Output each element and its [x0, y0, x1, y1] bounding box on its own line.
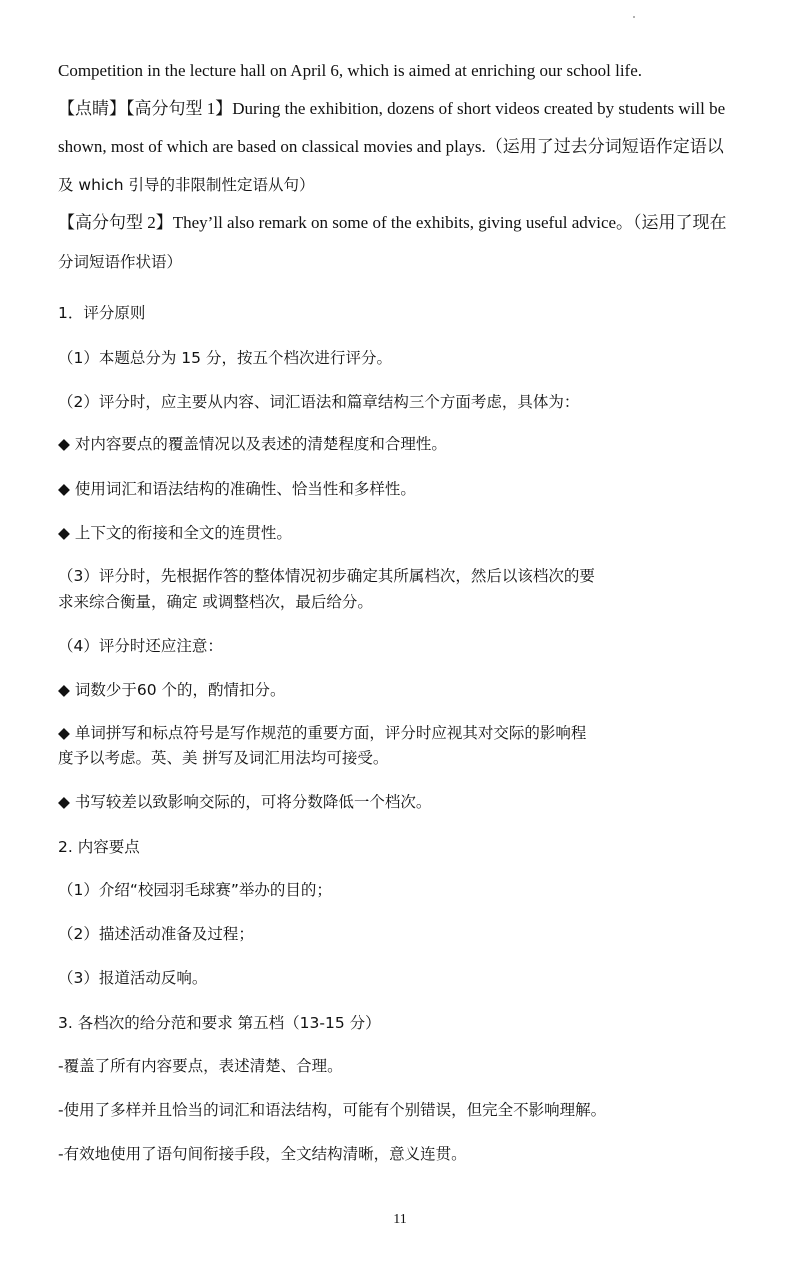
text-line-25: -覆盖了所有内容要点，表述清楚、合理。 [58, 1057, 343, 1075]
section-heading-2: 2. 内容要点 [58, 838, 140, 856]
text-line-27: -有效地使用了语句间衔接手段，全文结构清晰，意义连贯。 [58, 1145, 467, 1163]
text-line-26: -使用了多样并且恰当的词汇和语法结构，可能有个别错误，但完全不影响理解。 [58, 1101, 607, 1119]
text-line-2: 【点睛】【高分句型 1】During the exhibition, dozens of short videos created by students will be [58, 99, 726, 118]
page-number: 11 [393, 1212, 407, 1227]
bullet-item-3: ◆ 上下文的衔接和全文的连贯性。 [58, 524, 292, 542]
text-line-9: （2）评分时，应主要从内容、词汇语法和篇章结构三个方面考虑，具体为： [58, 393, 580, 411]
text-line-5: 【高分句型 2】They’ll also remark on some of the exhibits, giving useful advice。（运用了现在 [58, 213, 727, 232]
text-line-8: （1）本题总分为 15 分，按五个档次进行评分。 [58, 349, 392, 367]
bullet-item-4: ◆ 词数少于60 个的，酌情扣分。 [58, 681, 286, 699]
text-line-4: 及 which 引导的非限制性定语从句） [58, 176, 315, 194]
text-line-3: shown, most of which are based on classical movies and plays.（运用了过去分词短语作定语以 [58, 137, 724, 156]
text-line-18: 度予以考虑。英、美 拼写及词汇用法均可接受。 [58, 749, 389, 767]
text-line-21: （1）介绍“校园羽毛球赛”举办的目的； [58, 881, 332, 899]
text-line-14: 求来综合衡量，确定 或调整档次，最后给分。 [58, 593, 373, 611]
text-line-1: Competition in the lecture hall on April 6, which is aimed at enriching our school life. [58, 61, 643, 80]
bullet-item-6: ◆ 书写较差以致影响交际的，可将分数降低一个档次。 [58, 793, 432, 811]
bullet-item-1: ◆ 对内容要点的覆盖情况以及表述的清楚程度和合理性。 [58, 435, 447, 453]
bullet-item-5: ◆ 单词拼写和标点符号是写作规范的重要方面，评分时应视其对交际的影响程 [58, 724, 587, 742]
text-line-15: （4）评分时还应注意： [58, 637, 223, 655]
section-heading-1: 1．评分原则 [58, 304, 146, 322]
text-line-13: （3）评分时，先根据作答的整体情况初步确定其所属档次，然后以该档次的要 [58, 567, 595, 585]
scan-dot [633, 16, 635, 18]
bullet-item-2: ◆ 使用词汇和语法结构的准确性、恰当性和多样性。 [58, 480, 416, 498]
section-heading-3: 3. 各档次的给分范和要求 第五档（13-15 分） [58, 1014, 381, 1032]
text-line-6: 分词短语作状语） [58, 253, 183, 271]
text-line-23: （3）报道活动反响。 [58, 969, 208, 987]
text-line-22: （2）描述活动准备及过程； [58, 925, 254, 943]
